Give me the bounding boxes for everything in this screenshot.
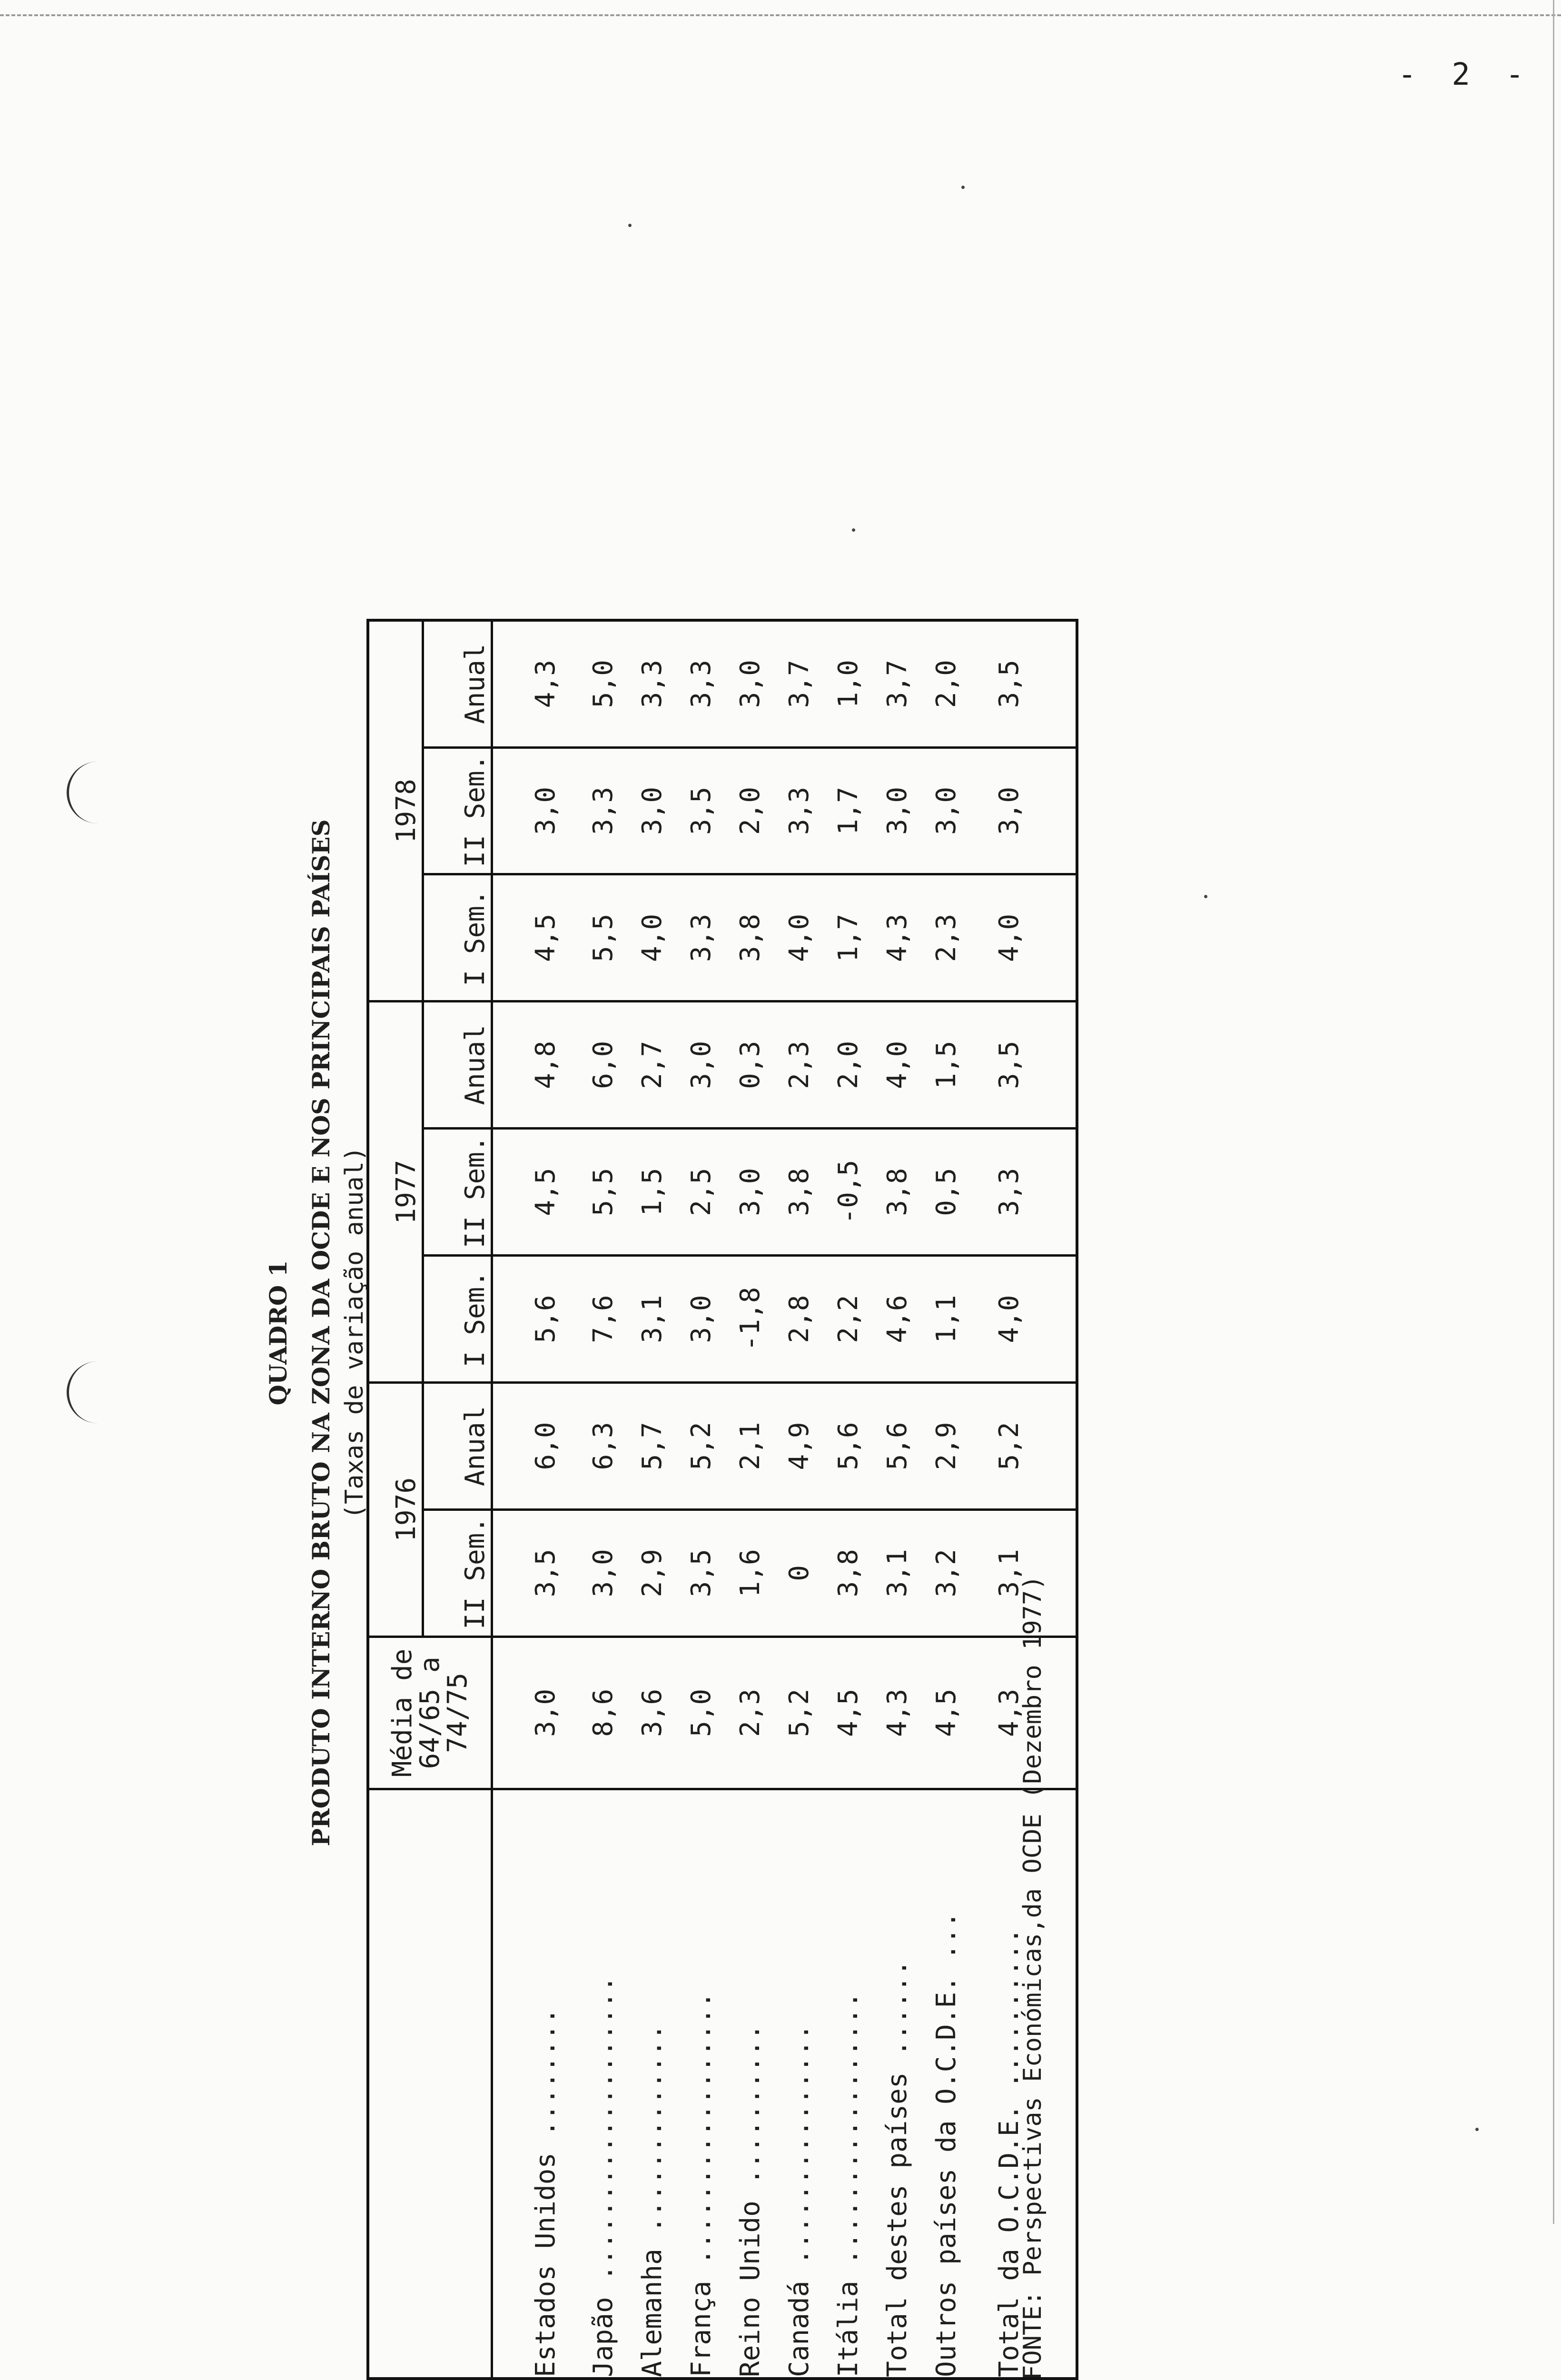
row-value-cell: 4,5 [492, 874, 579, 1002]
row-value-cell: 1,7 [824, 874, 873, 1002]
row-value-cell: 4,5 [922, 1636, 971, 1789]
subtitle: (Taxas de variação anual) [340, 1146, 369, 1519]
country-column-header [368, 1789, 492, 2379]
row-value-cell: 5,0 [579, 620, 628, 747]
row-value-cell: 0,3 [726, 1002, 775, 1129]
row-value-cell: 1,6 [726, 1509, 775, 1636]
table-body [492, 620, 1077, 2379]
row-value-cell: 3,0 [726, 1129, 775, 1256]
row-value-cell: 2,0 [726, 747, 775, 874]
row-value-cell: 1,1 [922, 1256, 971, 1383]
subheader-1978-ii-sem: II Sem. [423, 747, 492, 874]
row-value-cell: 3,0 [971, 747, 1077, 874]
subheader-1977-anual: Anual [423, 1002, 492, 1129]
row-country-name: Japão ................... [579, 1789, 628, 2379]
subheader-1978-i-sem: I Sem. [423, 874, 492, 1002]
row-value-cell: 2,3 [726, 1636, 775, 1789]
row-value-cell: 3,8 [775, 1129, 824, 1256]
row-value-cell: 0 [775, 1509, 824, 1636]
main-title: PRODUTO INTERNO BRUTO NA ZONA DA OCDE E NOS PRINCIPAIS PAÍSES [307, 819, 335, 1846]
row-value-cell: 2,7 [628, 1002, 677, 1129]
row-value-cell: 3,1 [628, 1256, 677, 1383]
row-value-cell: 4,0 [775, 874, 824, 1002]
row-value-cell: 3,7 [775, 620, 824, 747]
row-value-cell: 3,3 [677, 874, 726, 1002]
year-1978-header: 1978 [368, 620, 423, 1002]
row-value-cell: 3,3 [579, 747, 628, 874]
row-value-cell: 2,3 [775, 1002, 824, 1129]
row-country-name: Total destes países ...... [873, 1789, 922, 2379]
row-value-cell: 3,0 [492, 747, 579, 874]
table-titles [257, 286, 371, 2380]
row-value-cell: 5,2 [971, 1383, 1077, 1510]
row-value-cell: 6,0 [579, 1002, 628, 1129]
row-value-cell: 4,0 [628, 874, 677, 1002]
rotated-table-block [257, 286, 1114, 2380]
gdp-table [366, 619, 1078, 2380]
row-value-cell: 4,6 [873, 1256, 922, 1383]
binder-hole-mark [67, 1361, 102, 1423]
row-value-cell: 2,8 [775, 1256, 824, 1383]
row-value-cell: 3,3 [971, 1129, 1077, 1256]
top-edge-scan-line [0, 14, 1561, 16]
row-value-cell: 3,0 [726, 620, 775, 747]
row-value-cell: 3,5 [971, 620, 1077, 747]
row-value-cell: 3,5 [677, 1509, 726, 1636]
row-value-cell: 3,7 [873, 620, 922, 747]
row-value-cell: 2,0 [824, 1002, 873, 1129]
row-value-cell: 2,5 [677, 1129, 726, 1256]
row-value-cell: 4,3 [873, 1636, 922, 1789]
table-row [824, 620, 873, 2379]
scan-speck [1475, 2128, 1479, 2131]
row-value-cell: 1,5 [628, 1129, 677, 1256]
row-country-name: Canadá ............... [775, 1789, 824, 2379]
row-value-cell: 4,9 [775, 1383, 824, 1510]
row-value-cell: -1,8 [726, 1256, 775, 1383]
row-value-cell: 5,2 [775, 1636, 824, 1789]
row-value-cell: 3,1 [873, 1509, 922, 1636]
row-value-cell: 3,8 [873, 1129, 922, 1256]
row-value-cell: 6,0 [492, 1383, 579, 1510]
row-value-cell: 3,0 [628, 747, 677, 874]
row-value-cell: 3,1 [971, 1509, 1077, 1636]
subheader-1976-anual: Anual [423, 1383, 492, 1510]
row-value-cell: 3,6 [628, 1636, 677, 1789]
binder-hole-mark [67, 762, 102, 823]
row-value-cell: 2,2 [824, 1256, 873, 1383]
row-value-cell: 4,5 [492, 1129, 579, 1256]
row-value-cell: 2,0 [922, 620, 971, 747]
row-value-cell: 4,8 [492, 1002, 579, 1129]
row-value-cell: 4,0 [971, 1256, 1077, 1383]
row-value-cell: 4,0 [971, 874, 1077, 1002]
subheader-1977-ii-sem: II Sem. [423, 1129, 492, 1256]
row-value-cell: 5,6 [492, 1256, 579, 1383]
row-value-cell: 5,0 [677, 1636, 726, 1789]
row-value-cell: 3,2 [922, 1509, 971, 1636]
table-row [775, 620, 824, 2379]
row-value-cell: 5,2 [677, 1383, 726, 1510]
row-value-cell: 3,8 [726, 874, 775, 1002]
row-value-cell: 0,5 [922, 1129, 971, 1256]
row-value-cell: 3,3 [628, 620, 677, 747]
subheader-1978-anual: Anual [423, 620, 492, 747]
row-value-cell: 4,0 [873, 1002, 922, 1129]
year-1976-header: 1976 [368, 1383, 423, 1637]
row-value-cell: 3,3 [677, 620, 726, 747]
row-value-cell: 3,0 [579, 1509, 628, 1636]
row-value-cell: 7,6 [579, 1256, 628, 1383]
row-country-name: Alemanha ............. [628, 1789, 677, 2379]
scan-speck [1204, 895, 1207, 898]
row-value-cell: 4,3 [873, 874, 922, 1002]
row-country-name: Reino Unido .......... [726, 1789, 775, 2379]
row-value-cell: 5,5 [579, 1129, 628, 1256]
right-edge-scan-line [1553, 0, 1554, 2224]
scan-speck [961, 186, 965, 189]
table-row [726, 620, 775, 2379]
quadro-title: QUADRO 1 [264, 1260, 292, 1406]
table-row [628, 620, 677, 2379]
row-value-cell: 6,3 [579, 1383, 628, 1510]
row-value-cell: 4,3 [492, 620, 579, 747]
year-1977-header: 1977 [368, 1002, 423, 1383]
table-row [922, 620, 971, 2379]
row-value-cell: 3,8 [824, 1509, 873, 1636]
row-value-cell: 1,5 [922, 1002, 971, 1129]
table-row [873, 620, 922, 2379]
row-value-cell: 2,9 [628, 1509, 677, 1636]
page-number: - 2 - [1398, 57, 1532, 92]
row-value-cell: 1,0 [824, 620, 873, 747]
row-value-cell: 5,6 [873, 1383, 922, 1510]
row-value-cell: 3,0 [873, 747, 922, 874]
table-row [677, 620, 726, 2379]
table-row [492, 620, 579, 2379]
row-country-name: França ................. [677, 1789, 726, 2379]
row-value-cell: -0,5 [824, 1129, 873, 1256]
row-country-name: Estados Unidos ........ [492, 1789, 579, 2379]
row-value-cell: 3,0 [492, 1636, 579, 1789]
row-value-cell: 8,6 [579, 1636, 628, 1789]
row-value-cell: 3,3 [775, 747, 824, 874]
table-row [579, 620, 628, 2379]
row-value-cell: 3,5 [677, 747, 726, 874]
row-value-cell: 2,9 [922, 1383, 971, 1510]
subheader-1977-i-sem: I Sem. [423, 1256, 492, 1383]
scan-speck [628, 224, 632, 227]
average-column-header: Média de 64/65 a 74/75 [368, 1636, 492, 1789]
row-value-cell: 5,5 [579, 874, 628, 1002]
row-value-cell: 1,7 [824, 747, 873, 874]
row-value-cell: 3,5 [971, 1002, 1077, 1129]
subheader-1976-ii-sem: II Sem. [423, 1509, 492, 1636]
row-value-cell: 3,5 [492, 1509, 579, 1636]
row-country-name: Itália ................. [824, 1789, 873, 2379]
row-value-cell: 3,0 [677, 1256, 726, 1383]
row-country-name: Total da O.C.D.E. .......... [971, 1789, 1077, 2379]
row-value-cell: 4,5 [824, 1636, 873, 1789]
row-value-cell: 5,7 [628, 1383, 677, 1510]
row-value-cell: 2,3 [922, 874, 971, 1002]
row-value-cell: 2,1 [726, 1383, 775, 1510]
row-value-cell: 3,0 [677, 1002, 726, 1129]
row-value-cell: 5,6 [824, 1383, 873, 1510]
row-value-cell: 3,0 [922, 747, 971, 874]
row-value-cell: 4,3 [971, 1636, 1077, 1789]
row-country-name: Outros países da O.C.D.E. ... [922, 1789, 971, 2379]
source-note: FONTE: Perspectivas Económicas,da OCDE (Dezembro 1977) [1018, 1575, 1047, 2380]
